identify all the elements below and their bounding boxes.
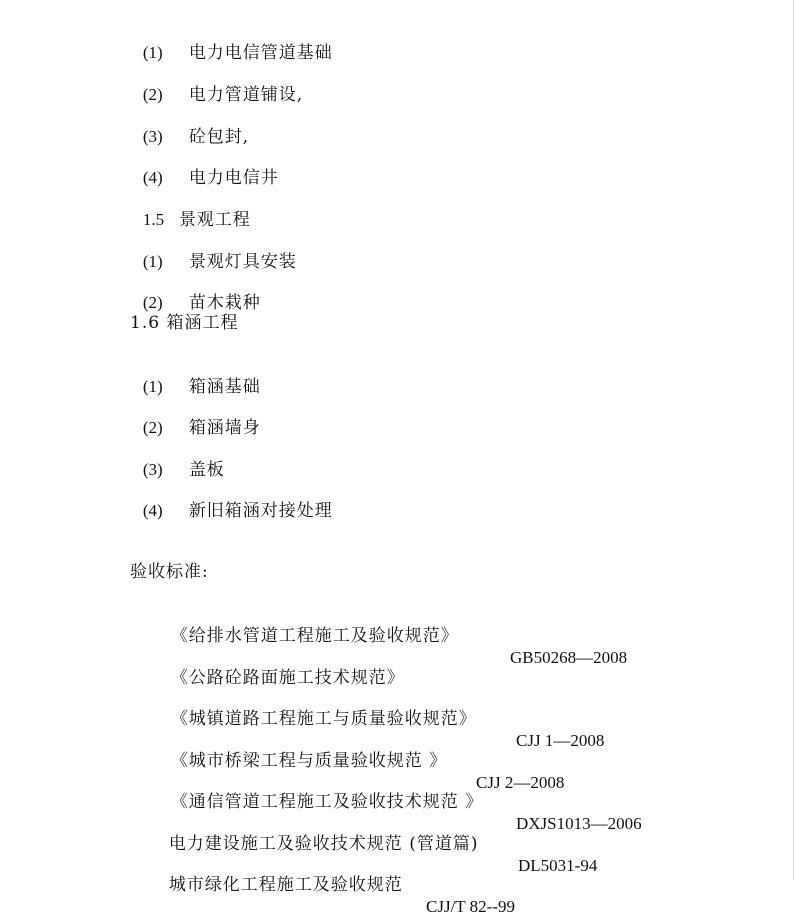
- item-number: (1): [142, 377, 163, 396]
- item-text: 箱涵基础: [188, 377, 261, 397]
- list-item: [130, 354, 261, 398]
- standard-name: 《公路砼路面施工技术规范》: [170, 668, 405, 688]
- standard-row: [158, 645, 778, 689]
- item-number: (1): [142, 252, 163, 271]
- item-text: 电力管道铺设,: [188, 85, 304, 105]
- item-text: 箱涵墙身: [188, 418, 261, 438]
- item-number: (3): [142, 460, 163, 479]
- standard-name: 城市绿化工程施工及验收规范: [168, 875, 403, 895]
- standard-name: 《城市桥梁工程与质量验收规范 》: [170, 751, 448, 771]
- list-item: [130, 270, 261, 314]
- list-item: [130, 104, 249, 148]
- item-text: 电力电信管道基础: [188, 43, 333, 63]
- item-text: 盖板: [188, 460, 225, 480]
- section-heading-1-6: 1.6 箱涵工程: [130, 313, 239, 333]
- standard-code: GB50268—2008: [510, 648, 628, 667]
- standard-code: CJJ 2—2008: [476, 773, 565, 792]
- list-item: [130, 229, 297, 273]
- section-heading-1-5: [130, 187, 251, 231]
- item-number: (4): [142, 168, 163, 187]
- item-number: (2): [142, 85, 163, 104]
- list-item: [130, 145, 279, 189]
- list-item: [130, 62, 303, 106]
- item-number: (2): [142, 418, 163, 437]
- standard-name: 电力建设施工及验收技术规范 (管道篇): [168, 834, 479, 854]
- standards-heading: 验收标准:: [130, 562, 209, 582]
- list-item: [130, 20, 333, 64]
- standard-row: [156, 852, 776, 918]
- standard-name: 《给排水管道工程施工及验收规范》: [170, 626, 459, 646]
- standard-code: CJJ 1—2008: [516, 731, 605, 750]
- item-text: 电力电信井: [188, 168, 279, 188]
- standard-name: 《通信管道工程施工及验收技术规范 》: [170, 792, 484, 812]
- standard-name: 《城镇道路工程施工与质量验收规范》: [170, 709, 477, 729]
- list-item: [130, 478, 333, 522]
- item-number: (4): [142, 501, 163, 520]
- section-title: 景观工程: [178, 210, 251, 230]
- standard-code: DL5031-94: [518, 856, 598, 875]
- standard-code: CJJ/T 82--99: [426, 897, 515, 916]
- item-text: 景观灯具安装: [188, 252, 297, 272]
- list-item: [130, 395, 261, 439]
- item-text: 新旧箱涵对接处理: [188, 501, 333, 521]
- list-item: [130, 437, 225, 481]
- item-text: 砼包封,: [188, 127, 250, 147]
- standard-code: DXJS1013—2006: [516, 814, 642, 833]
- item-number: (3): [142, 127, 163, 146]
- section-number: 1.5: [142, 210, 165, 229]
- item-number: (1): [142, 43, 163, 62]
- item-number: (2): [142, 293, 163, 312]
- item-text: 苗木栽种: [188, 293, 261, 313]
